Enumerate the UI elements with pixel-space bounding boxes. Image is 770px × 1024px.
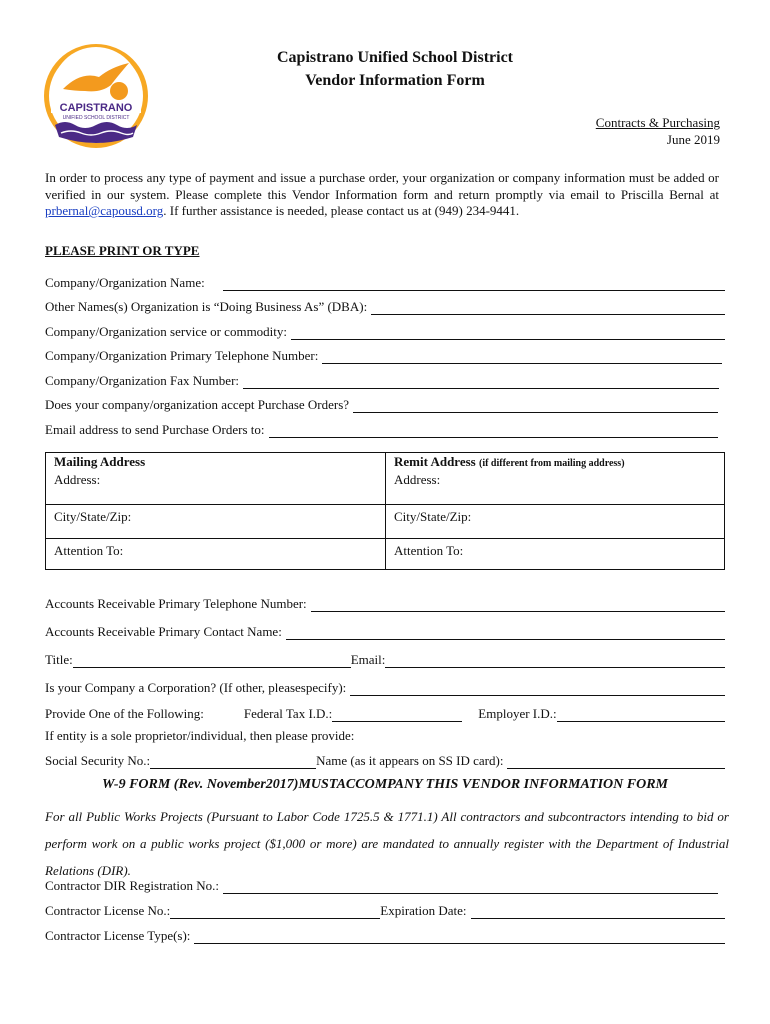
remit-header-note: (if different from mailing address)	[478, 458, 625, 469]
mailing-attention-label: Attention To:	[54, 543, 124, 558]
sole-proprietor-text: If entity is a sole proprietor/individual, then please provide:	[45, 728, 355, 743]
district-title: Capistrano Unified School District	[277, 49, 513, 66]
ssn-row	[45, 751, 725, 769]
po-email-label: Email address to send Purchase Orders to:	[45, 422, 265, 437]
ssn-name-label: Name (as it appears on SS ID card):	[316, 753, 504, 768]
fax-label: Company/Organization Fax Number:	[45, 373, 240, 388]
federal-tax-field[interactable]	[332, 707, 462, 722]
remit-address-label: Address:	[394, 472, 441, 487]
intro-paragraph	[45, 170, 719, 220]
ar-phone-field[interactable]	[311, 597, 725, 612]
remit-attention-label: Attention To:	[394, 543, 464, 558]
logo-text: CAPISTRANO	[59, 102, 133, 114]
dir-row	[45, 876, 725, 894]
district-logo	[41, 41, 151, 151]
company-name-field[interactable]	[223, 276, 725, 291]
remit-attention-cell[interactable]	[386, 539, 724, 569]
phone-row	[45, 346, 725, 364]
remit-address-column	[386, 453, 724, 569]
service-row	[45, 322, 725, 340]
department-block	[596, 114, 720, 148]
dir-field[interactable]	[223, 879, 718, 894]
mailing-city-cell[interactable]	[46, 505, 385, 539]
ar-contact-row	[45, 622, 725, 640]
company-name-label: Company/Organization Name:	[45, 275, 205, 290]
accept-po-field[interactable]	[353, 398, 718, 413]
license-label: Contractor License No.:	[45, 903, 171, 918]
fax-row	[45, 371, 725, 389]
service-label: Company/Organization service or commodity:	[45, 324, 288, 339]
department-name: Contracts & Purchasing	[595, 115, 720, 130]
expiration-field[interactable]	[471, 904, 725, 919]
license-row	[45, 901, 725, 919]
accept-po-row	[45, 395, 725, 413]
po-email-row	[45, 420, 725, 438]
fax-field[interactable]	[243, 374, 719, 389]
license-field[interactable]	[170, 904, 380, 919]
remit-city-label: City/State/Zip:	[394, 509, 472, 524]
federal-tax-label: Federal Tax I.D.:	[243, 706, 333, 721]
print-heading: PLEASE PRINT OR TYPE	[45, 243, 200, 258]
email-label: Email:	[350, 652, 386, 667]
title-field[interactable]	[73, 653, 351, 668]
accept-po-label: Does your company/organization accept Purchase Orders?	[45, 397, 350, 412]
corporation-label: Is your Company a Corporation? (If other, pleasespecify):	[45, 680, 347, 695]
phone-label: Company/Organization Primary Telephone Number:	[45, 348, 319, 363]
po-email-field[interactable]	[269, 423, 718, 438]
remit-city-cell[interactable]	[386, 505, 724, 539]
service-field[interactable]	[291, 325, 725, 340]
mailing-address-header: Mailing Address	[54, 454, 146, 469]
tax-id-row	[45, 704, 725, 722]
title-label: Title:	[45, 652, 73, 667]
title-email-row	[45, 650, 725, 668]
logo-subtext: UNIFIED SCHOOL DISTRICT	[62, 115, 130, 121]
mailing-attention-cell[interactable]	[46, 539, 385, 569]
mailing-address-label: Address:	[54, 472, 101, 487]
mailing-address-cell[interactable]	[46, 453, 385, 505]
provide-label: Provide One of the Following:	[45, 706, 204, 721]
ssn-name-field[interactable]	[507, 754, 725, 769]
address-table	[45, 452, 725, 570]
mailing-address-column	[46, 453, 386, 569]
public-works-paragraph: For all Public Works Projects (Pursuant to Labor Code 1725.5 & 1771.1) All contractors and subcontractors intending to bid or perform work on a public works project ($1,000 or more) are mandated to annually register with the Department of Industrial Relations (DIR).	[45, 809, 729, 878]
phone-field[interactable]	[322, 349, 722, 364]
ar-phone-row	[45, 594, 725, 612]
ar-contact-field[interactable]	[286, 625, 725, 640]
corporation-row	[45, 678, 725, 696]
contact-email-link[interactable]: prbernal@capousd.org	[45, 203, 164, 218]
dir-label: Contractor DIR Registration No.:	[45, 878, 220, 893]
license-type-label: Contractor License Type(s):	[45, 928, 191, 943]
email-field[interactable]	[385, 653, 725, 668]
w9-heading: W-9 FORM (Rev. November2017)MUSTACCOMPANY THIS VENDOR INFORMATION FORM	[101, 777, 668, 792]
ssn-field[interactable]	[150, 754, 316, 769]
form-title: Vendor Information Form	[305, 72, 485, 89]
employer-id-field[interactable]	[557, 707, 725, 722]
dba-field[interactable]	[371, 300, 725, 315]
ar-contact-label: Accounts Receivable Primary Contact Name:	[45, 624, 282, 639]
company-name-row	[45, 273, 725, 291]
dba-label: Other Names(s) Organization is “Doing Business As” (DBA):	[45, 299, 368, 314]
employer-id-label: Employer I.D.:	[478, 706, 557, 721]
remit-header-text: Remit Address	[394, 454, 476, 469]
remit-address-header	[394, 454, 724, 470]
license-type-field[interactable]	[194, 929, 725, 944]
mailing-city-label: City/State/Zip:	[54, 509, 132, 524]
corporation-field[interactable]	[350, 681, 725, 696]
license-type-row	[45, 926, 725, 944]
intro-text-2: . If further assistance is needed, please contact us at (949) 234-9441.	[163, 203, 520, 218]
remit-address-cell[interactable]	[386, 453, 724, 505]
intro-text-1: In order to process any type of payment and issue a purchase order, your organization or company information must be added or verified in our system. Please complete this Vendor Information form and return promptly via email to Priscilla Bernal at	[45, 170, 719, 202]
expiration-label: Expiration Date:	[380, 903, 467, 918]
ssn-label: Social Security No.:	[45, 753, 151, 768]
dba-row	[45, 297, 725, 315]
form-date: June 2019	[666, 132, 720, 147]
ar-phone-label: Accounts Receivable Primary Telephone Number:	[45, 596, 307, 611]
